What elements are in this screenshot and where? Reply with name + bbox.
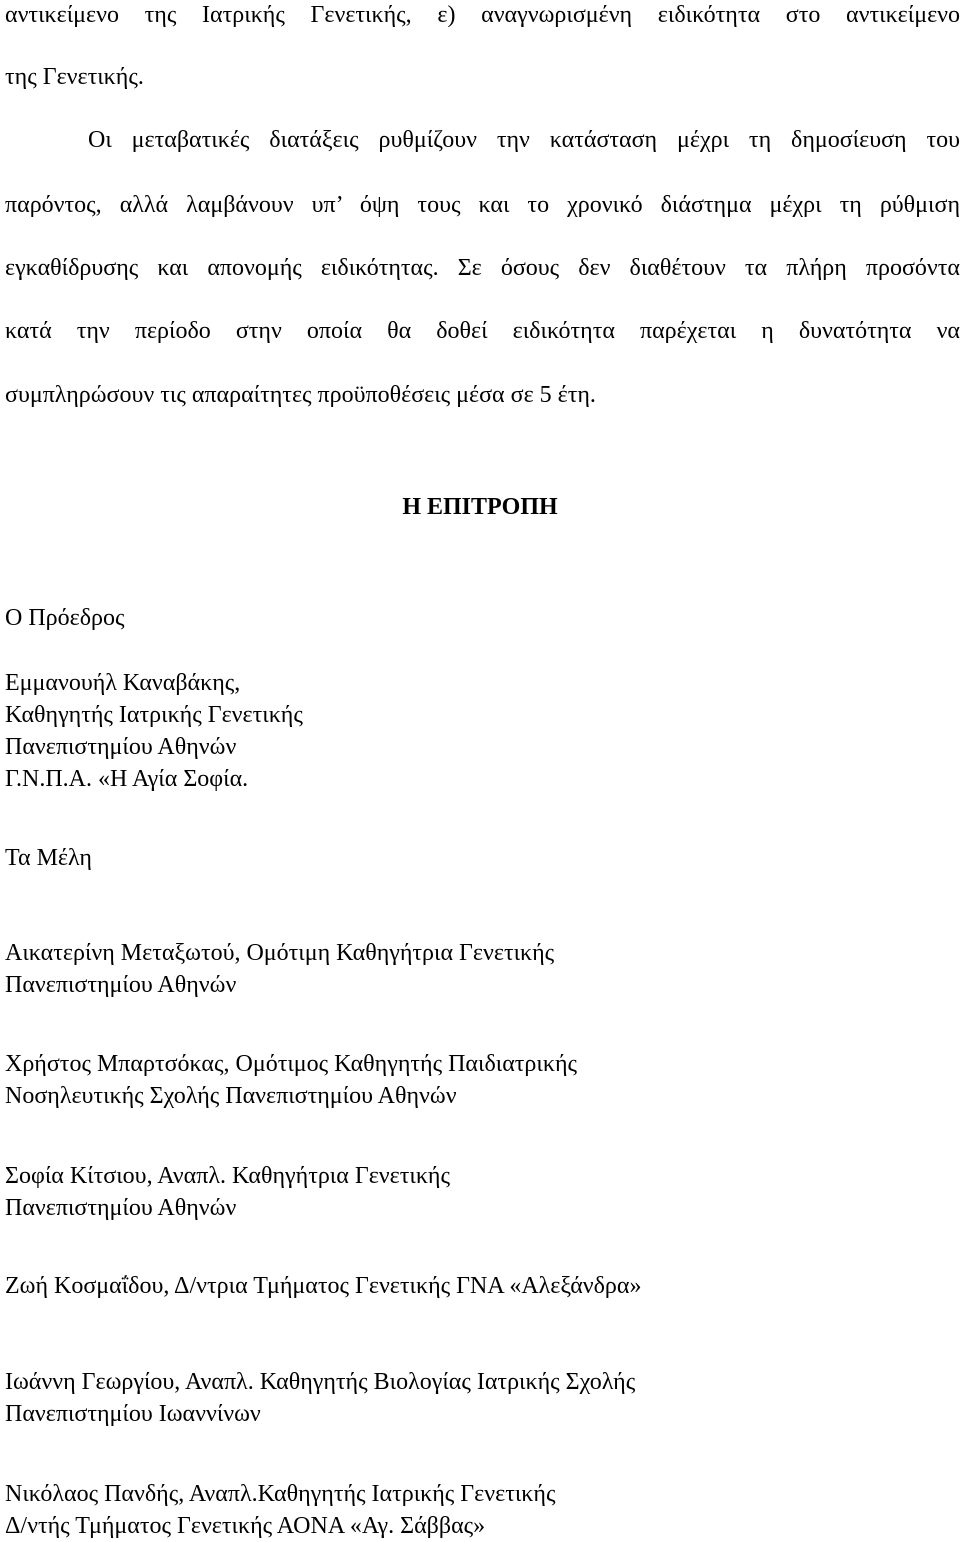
member-line: Πανεπιστημίου Αθηνών	[5, 972, 237, 998]
member-line: Νοσηλευτικής Σχολής Πανεπιστημίου Αθηνών	[5, 1083, 457, 1109]
paragraph-line-2: της Γενετικής.	[5, 64, 144, 90]
member-entry	[5, 937, 554, 1001]
president-university: Πανεπιστημίου Αθηνών	[5, 734, 237, 760]
paragraph-line-3: Οι μεταβατικές διατάξεις ρυθμίζουν την κατάσταση μέχρι τη δημοσίευση του	[88, 127, 960, 153]
member-entry	[5, 1270, 641, 1302]
member-line: Αικατερίνη Μεταξωτού, Ομότιμη Καθηγήτρια Γενετικής	[5, 940, 555, 966]
member-entry	[5, 1478, 555, 1542]
member-line: Δ/ντής Τμήματος Γενετικής ΑΟΝΑ «Αγ. Σάββας»	[5, 1513, 486, 1539]
member-entry	[5, 1366, 635, 1430]
committee-heading: Η ΕΠΙΤΡΟΠΗ	[402, 494, 558, 520]
president-block	[5, 667, 303, 795]
member-line: Χρήστος Μπαρτσόκας, Ομότιμος Καθηγητής Παιδιατρικής	[5, 1051, 578, 1077]
members-label: Τα Μέλη	[5, 845, 92, 871]
president-title: Καθηγητής Ιατρικής Γενετικής	[5, 702, 303, 728]
member-line: Πανεπιστημίου Αθηνών	[5, 1195, 237, 1221]
president-label: Ο Πρόεδρος	[5, 605, 125, 631]
member-line: Νικόλαος Πανδής, Αναπλ.Καθηγητής Ιατρικής Γενετικής	[5, 1481, 556, 1507]
paragraph-line-6: κατά την περίοδο στην οποία θα δοθεί ειδικότητα παρέχεται η δυνατότητα να	[5, 318, 960, 344]
paragraph-line-7: συμπληρώσουν τις απαραίτητες προϋποθέσεις μέσα σε 5 έτη.	[5, 382, 596, 408]
member-entry	[5, 1160, 450, 1224]
president-name: Εμμανουήλ Καναβάκης,	[5, 670, 241, 696]
member-line: Ιωάννη Γεωργίου, Αναπλ. Καθηγητής Βιολογίας Ιατρικής Σχολής	[5, 1369, 636, 1395]
paragraph-line-5: εγκαθίδρυσης και απονομής ειδικότητας. Σε όσους δεν διαθέτουν τα πλήρη προσόντα	[5, 255, 960, 281]
member-line: Πανεπιστημίου Ιωαννίνων	[5, 1401, 261, 1427]
member-line: Ζωή Κοσμαΐδου, Δ/ντρια Τμήματος Γενετικής ΓΝΑ «Αλεξάνδρα»	[5, 1273, 642, 1299]
member-entry	[5, 1048, 577, 1112]
paragraph-line-1: αντικείμενο της Ιατρικής Γενετικής, ε) αναγνωρισμένη ειδικότητα στο αντικείμενο	[5, 2, 960, 28]
member-line: Σοφία Κίτσιου, Αναπλ. Καθηγήτρια Γενετικής	[5, 1163, 450, 1189]
paragraph-line-4: παρόντος, αλλά λαμβάνουν υπ’ όψη τους και το χρονικό διάστημα μέχρι τη ρύθμιση	[5, 192, 960, 218]
president-hospital: Γ.Ν.Π.Α. «Η Αγία Σοφία.	[5, 766, 249, 792]
